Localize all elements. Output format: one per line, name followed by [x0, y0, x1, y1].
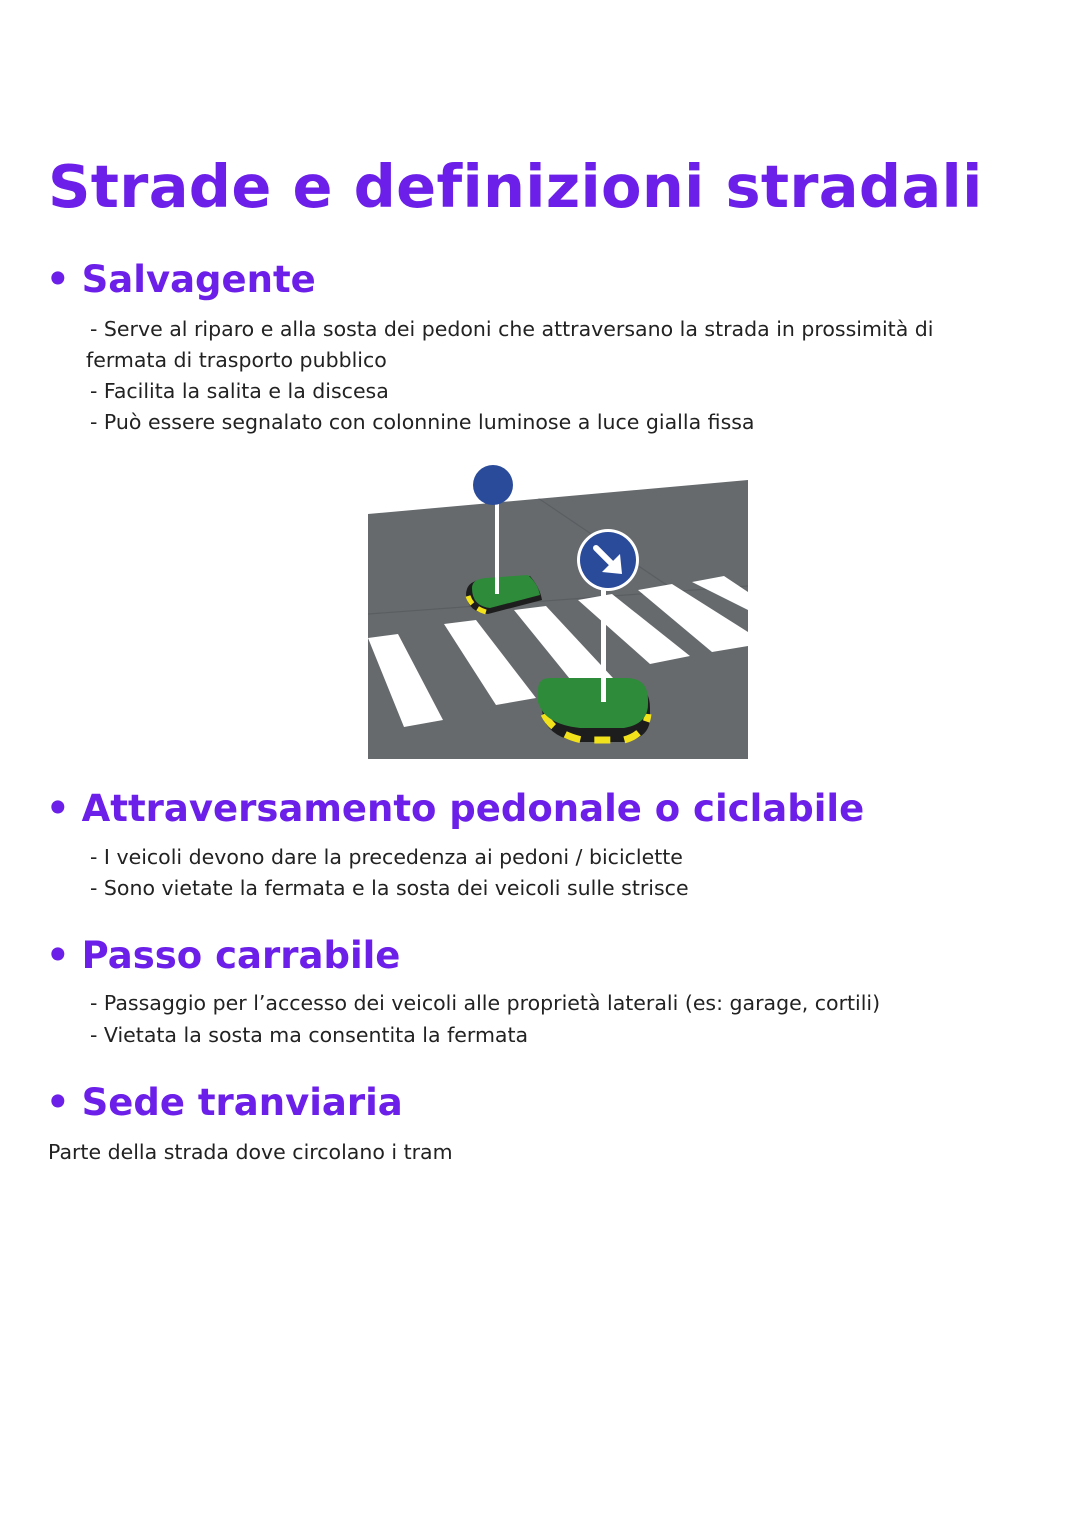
attraversamento-line-1: - I veicoli devono dare la precedenza ai pedoni / biciclette [90, 845, 683, 869]
salvagente-line-1: - Serve al riparo e alla sosta dei pedoni che attraversano la strada in prossimità di [90, 317, 934, 341]
sede-tranviaria-line-1: Parte della strada dove circolano i tram [48, 1140, 453, 1164]
section-heading-passo-carrabile [46, 934, 400, 977]
round-sign-icon [473, 465, 513, 505]
bullet-icon: • [46, 258, 70, 301]
salvagente-line-2: fermata di trasporto pubblico [86, 348, 387, 372]
attraversamento-line-2: - Sono vietate la fermata e la sosta dei veicoli sulle strisce [90, 876, 689, 900]
heading-text: Sede tranviaria [81, 1081, 403, 1124]
section-heading-sede-tranviaria [46, 1081, 403, 1124]
heading-text: Passo carrabile [81, 934, 401, 977]
passo-carrabile-line-1: - Passaggio per l’accesso dei veicoli alle proprietà laterali (es: garage, cortili) [90, 991, 881, 1015]
passo-carrabile-line-2: - Vietata la sosta ma consentita la fermata [90, 1023, 529, 1047]
page-title: Strade e definizioni stradali [48, 152, 983, 221]
keep-right-sign-icon [577, 529, 639, 591]
heading-text: Attraversamento pedonale o ciclabile [81, 787, 865, 830]
salvagente-line-3: - Facilita la salita e la discesa [90, 379, 389, 403]
salvagente-line-4: - Può essere segnalato con colonnine luminose a luce gialla fissa [90, 410, 755, 434]
bullet-icon: • [46, 1081, 70, 1124]
traffic-island-crosswalk-illustration [368, 462, 748, 759]
bullet-icon: • [46, 787, 70, 830]
heading-text: Salvagente [81, 258, 316, 301]
bullet-icon: • [46, 934, 70, 977]
section-heading-attraversamento [46, 787, 864, 830]
section-heading-salvagente [46, 258, 316, 301]
